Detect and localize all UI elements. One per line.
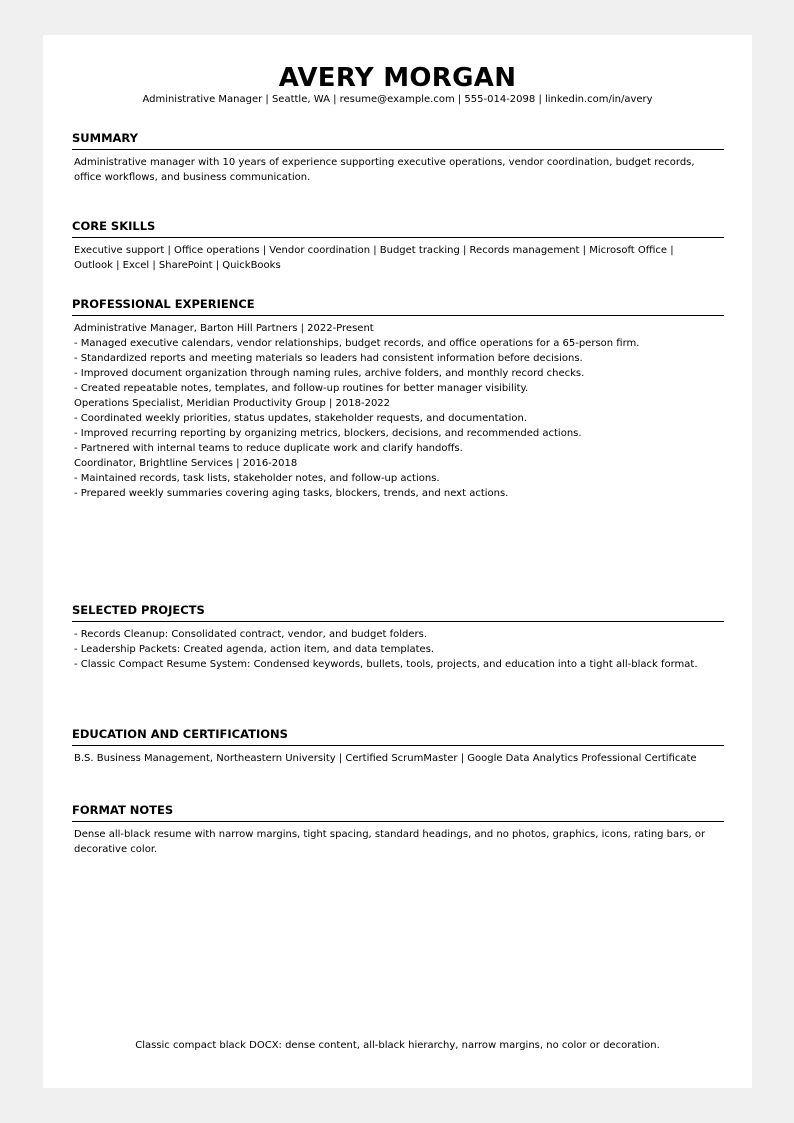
contact-line: Administrative Manager | Seattle, WA | resume@example.com | 555-014-2098 | linkedin.com/in/avery xyxy=(142,94,653,105)
format-notes-heading: FORMAT NOTES xyxy=(72,802,724,822)
summary-line: Administrative manager with 10 years of experience supporting executive operations, vendor coordination, budget records, xyxy=(74,157,695,168)
education-line: B.S. Business Management, Northeastern University | Certified ScrumMaster | Google Data Analytics Professional Certificate xyxy=(74,753,697,764)
experience-bullet: - Partnered with internal teams to reduce duplicate work and clarify handoffs. xyxy=(74,443,463,454)
job-title-line: Coordinator, Brightline Services | 2016-2018 xyxy=(74,458,298,469)
page-footer: Classic compact black DOCX: dense content, all-black hierarchy, narrow margins, no color or decoration. xyxy=(135,1040,660,1051)
education-heading: EDUCATION AND CERTIFICATIONS xyxy=(72,726,724,746)
projects-body xyxy=(72,627,724,672)
format-notes-section xyxy=(72,802,724,857)
skills-body xyxy=(72,243,724,273)
projects-heading: SELECTED PROJECTS xyxy=(72,602,724,622)
summary-heading: SUMMARY xyxy=(72,130,724,150)
job-title-line: Operations Specialist, Meridian Productivity Group | 2018-2022 xyxy=(74,398,391,409)
format-notes-line: decorative color. xyxy=(74,844,158,855)
format-notes-body xyxy=(72,827,724,857)
experience-section xyxy=(72,296,724,501)
resume-page xyxy=(43,35,752,1088)
projects-section xyxy=(72,602,724,672)
candidate-name: AVERY MORGAN xyxy=(278,63,517,93)
experience-bullet: - Maintained records, task lists, stakeholder notes, and follow-up actions. xyxy=(74,473,440,484)
experience-heading: PROFESSIONAL EXPERIENCE xyxy=(72,296,724,316)
summary-section xyxy=(72,130,724,185)
summary-line: office workflows, and business communication. xyxy=(74,172,311,183)
experience-bullet: - Standardized reports and meeting materials so leaders had consistent information before decisions. xyxy=(74,353,583,364)
project-item: - Records Cleanup: Consolidated contract, vendor, and budget folders. xyxy=(74,629,428,640)
experience-bullet: - Managed executive calendars, vendor relationships, budget records, and office operations for a 65-person firm. xyxy=(74,338,640,349)
experience-bullet: - Improved recurring reporting by organizing metrics, blockers, decisions, and recommended actions. xyxy=(74,428,582,439)
experience-body xyxy=(72,321,724,501)
skills-heading: CORE SKILLS xyxy=(72,218,724,238)
summary-body xyxy=(72,155,724,185)
skills-line: Executive support | Office operations | Vendor coordination | Budget tracking | Records management | Microsoft Office | xyxy=(74,245,674,256)
skills-line: Outlook | Excel | SharePoint | QuickBooks xyxy=(74,260,281,271)
job-title-line: Administrative Manager, Barton Hill Partners | 2022-Present xyxy=(74,323,374,334)
experience-bullet: - Prepared weekly summaries covering aging tasks, blockers, trends, and next actions. xyxy=(74,488,509,499)
resume-header xyxy=(43,63,752,107)
experience-bullet: - Improved document organization through naming rules, archive folders, and monthly record checks. xyxy=(74,368,585,379)
format-notes-line: Dense all-black resume with narrow margins, tight spacing, standard headings, and no photos, graphics, icons, rating bars, or xyxy=(74,829,706,840)
project-item: - Leadership Packets: Created agenda, action item, and data templates. xyxy=(74,644,435,655)
experience-bullet: - Created repeatable notes, templates, and follow-up routines for better manager visibility. xyxy=(74,383,529,394)
education-section xyxy=(72,726,724,766)
skills-section xyxy=(72,218,724,273)
project-item: - Classic Compact Resume System: Condensed keywords, bullets, tools, projects, and education into a tight all-black format. xyxy=(74,659,698,670)
education-body xyxy=(72,751,724,766)
experience-bullet: - Coordinated weekly priorities, status updates, stakeholder requests, and documentation. xyxy=(74,413,528,424)
